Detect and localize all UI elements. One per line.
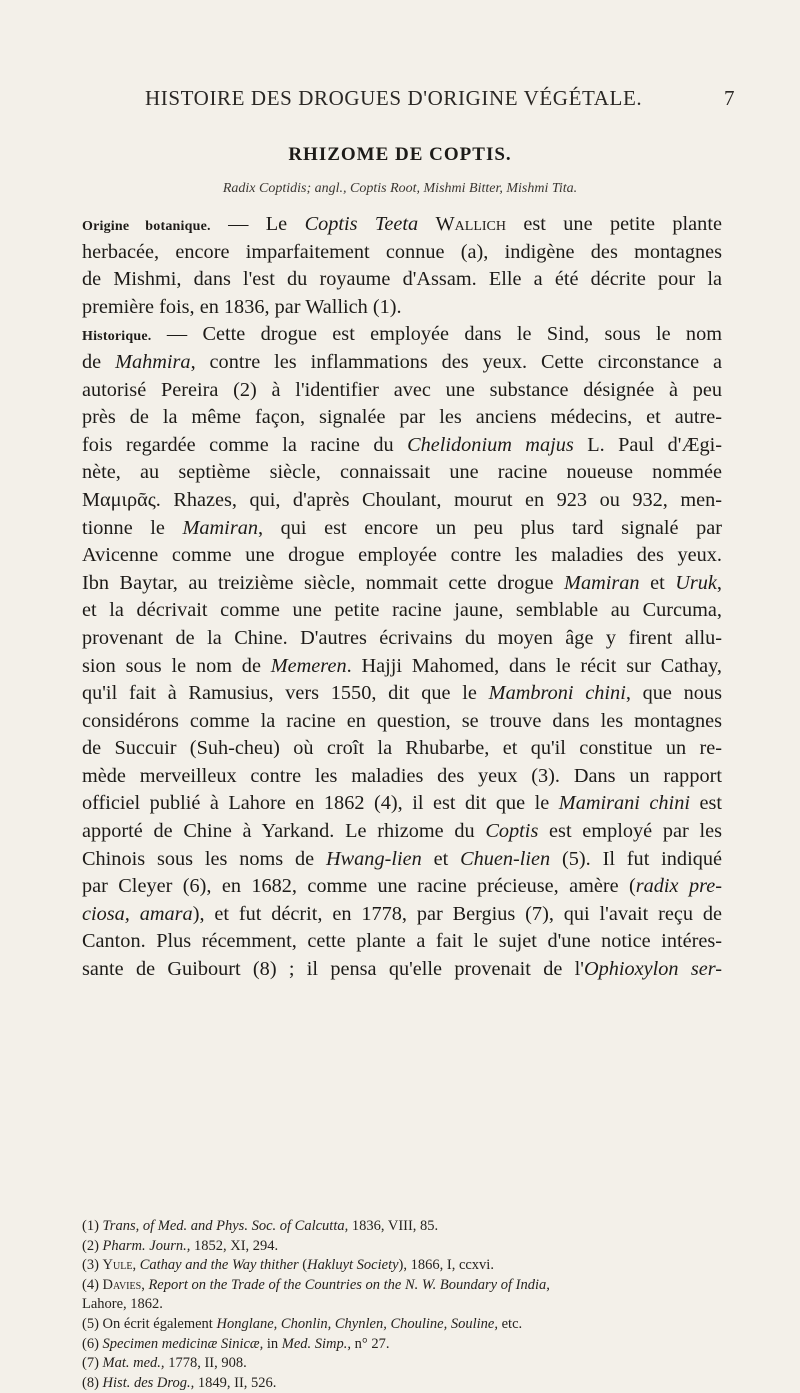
text-run: , qui est encore un peu plus tard signalé par — [258, 516, 722, 539]
author-name: Wallich — [435, 213, 506, 235]
footnote-text: n° 27. — [351, 1335, 390, 1352]
paragraph-label-historique: Historique. — [82, 329, 152, 345]
footnote-marker: (2) — [82, 1237, 103, 1254]
footnote-source: Cathay and the Way thither — [139, 1257, 299, 1274]
text-line — [82, 515, 722, 543]
italic-term: Mamirani chini — [558, 792, 690, 815]
footnote-2 — [82, 1237, 722, 1257]
footnote-source: Trans, of Med. and Phys. Soc. of Calcutta, — [102, 1218, 349, 1234]
italic-term: Mamiran — [564, 571, 640, 594]
italic-term: Mamiran — [182, 516, 258, 539]
footnote-6 — [82, 1335, 722, 1355]
text-line — [82, 570, 722, 598]
text-run: L. Paul d'Ægi- — [573, 433, 722, 456]
text-line: près de la même façon, signalée par les anciens médecins, et autre- — [82, 406, 722, 429]
italic-term: Hwang-lien — [325, 847, 422, 870]
italic-term: Ophioxylon ser- — [583, 958, 722, 981]
footnote-source: Honglane, Chonlin, Chynlen, Chouline, Souline, — [216, 1315, 498, 1332]
footnote-marker: (8) — [82, 1374, 103, 1391]
text-run: est — [689, 792, 722, 815]
footnote-4-continued: Lahore, 1862. — [82, 1296, 163, 1313]
text-run: officiel publié à Lahore en 1862 (4), il est dit que le — [82, 792, 559, 815]
text-run: et — [639, 571, 676, 594]
footnote-text: ), 1866, I, ccxvi. — [398, 1257, 494, 1274]
footnote-text: , — [141, 1276, 149, 1293]
text-run: , que nous — [625, 682, 722, 705]
paragraph-historique-line — [82, 321, 722, 349]
text-line — [82, 680, 722, 708]
text-line: et la décrivait comme une petite racine jaune, semblable au Curcuma, — [82, 599, 722, 622]
footnote-5 — [82, 1315, 722, 1335]
text-run: , contre les inflammations des yeux. Cette circonstance a — [190, 350, 722, 373]
italic-term: ciosa, amara — [82, 902, 193, 925]
footnotes — [82, 1217, 722, 1393]
text-run: ), et fut décrit, en 1778, par Bergius (7), qui l'avait reçu de — [192, 902, 722, 925]
footnote-4 — [82, 1276, 722, 1296]
text-line: première fois, en 1836, par Wallich (1). — [82, 295, 402, 318]
text-run: et — [421, 847, 461, 870]
running-title: HISTOIRE DES DROGUES D'ORIGINE VÉGÉTALE. — [145, 86, 643, 110]
footnote-text: (5) On écrit également — [82, 1315, 217, 1332]
footnote-1 — [82, 1217, 722, 1237]
text-run: est une petite plante — [505, 213, 722, 235]
text-line: autorisé Pereira (2) à l'identifier avec une substance désignée à peu — [82, 378, 722, 401]
footnote-text: in — [263, 1335, 282, 1352]
footnote-source: Pharm. Journ., — [102, 1237, 191, 1254]
italic-term: Chelidonium majus — [407, 433, 574, 456]
text-line — [82, 653, 722, 681]
text-run: apporté de Chine à Yarkand. Le rhizome du — [82, 820, 486, 843]
text-run: qu'il fait à Ramusius, vers 1550, dit que le — [82, 682, 489, 705]
footnote-author: Davies — [102, 1276, 142, 1293]
footnote-source: Mat. med., — [102, 1355, 165, 1372]
paragraph-origine-line — [82, 211, 722, 239]
italic-term: Mahmira — [115, 350, 191, 373]
text-line: Avicenne comme une drogue employée contre les maladies des yeux. — [82, 544, 722, 567]
section-heading: RHIZOME DE COPTIS. — [288, 144, 512, 165]
page-number: 7 — [724, 86, 735, 110]
text-line — [82, 432, 722, 460]
species-name: Coptis Teeta — [304, 213, 419, 235]
text-line: provenant de la Chine. D'autres écrivains du moyen âge y firent allu- — [82, 626, 722, 649]
running-head — [0, 86, 800, 116]
footnote-text: 1852, XI, 294. — [190, 1237, 279, 1254]
text-line: de Mishmi, dans l'est du royaume d'Assam. Elle a été décrite pour la — [82, 268, 722, 291]
footnote-text: etc. — [498, 1315, 523, 1332]
text-line — [82, 818, 722, 846]
footnote-source: Report on the Trade of the Countries on the N. W. Boundary of India, — [148, 1276, 550, 1293]
footnote-text: ( — [298, 1257, 308, 1274]
text-line: herbacée, encore imparfaitement connue (a), indigène des montagnes — [82, 240, 722, 263]
footnote-text: , — [132, 1257, 140, 1274]
text-line: Canton. Plus récemment, cette plante a fait le sujet d'une notice intéres- — [82, 930, 722, 953]
footnote-author: Yule — [102, 1257, 133, 1274]
text-run: , — [716, 571, 722, 594]
footnote-source: Med. Simp., — [281, 1335, 352, 1352]
footnote-text: 1778, II, 908. — [164, 1355, 247, 1372]
text-line — [82, 790, 722, 818]
text-run: sion sous le nom de — [82, 654, 271, 677]
italic-term: Coptis — [485, 820, 539, 843]
text-run: par Cleyer (6), en 1682, comme une racine précieuse, amère ( — [82, 875, 636, 898]
footnote-text: 1849, II, 526. — [194, 1374, 277, 1391]
body-text — [82, 211, 722, 984]
text-run: est employé par les — [538, 820, 722, 843]
text-line — [82, 349, 722, 377]
text-run: — Cette drogue est employée dans le Sind, sous le nom — [151, 323, 722, 346]
text-line — [82, 956, 722, 984]
footnote-source: Hakluyt Society — [307, 1257, 399, 1274]
text-line — [82, 901, 722, 929]
text-run: de — [82, 350, 116, 373]
italic-term: Uruk — [675, 571, 717, 594]
text-line — [82, 873, 722, 901]
text-run: sante de Guibourt (8) ; il pensa qu'elle provenait de l' — [82, 958, 584, 981]
text-line — [82, 846, 722, 874]
footnote-source: Hist. des Drog., — [102, 1374, 195, 1391]
text-run: — Le — [210, 213, 305, 235]
text-line: nète, au septième siècle, connaissait une racine noueuse nommée — [82, 461, 722, 484]
footnote-8 — [82, 1374, 722, 1393]
text-line: de Succuir (Suh-cheu) où croît la Rhubarbe, et qu'il constitue un re- — [82, 737, 722, 760]
footnote-text: 1836, VIII, 85. — [348, 1218, 439, 1234]
italic-term: Memeren — [270, 654, 347, 677]
paragraph-label-origine: Origine botanique. — [82, 219, 211, 234]
text-line: considérons comme la racine en question, se trouve dans les montagnes — [82, 709, 722, 732]
text-run: tionne le — [82, 516, 183, 539]
footnote-7 — [82, 1354, 722, 1374]
italic-term: Mambroni chini — [488, 682, 626, 705]
footnote-source: Specimen medicinæ Sinicæ, — [102, 1335, 264, 1352]
footnote-marker: (3) — [82, 1257, 103, 1274]
text-line: Μαμιρᾶς. Rhazes, qui, d'après Choulant, mourut en 923 ou 932, men- — [82, 488, 722, 511]
text-run: Chinois sous les noms de — [82, 847, 326, 870]
footnote-marker: (1) — [82, 1218, 103, 1234]
footnote-marker: (6) — [82, 1335, 103, 1352]
italic-term: Chuen-lien — [460, 847, 551, 870]
text-run: fois regardée comme la racine du — [82, 433, 408, 456]
text-line: mède merveilleux contre les maladies des yeux (3). Dans un rapport — [82, 764, 722, 787]
text-run: (5). Il fut indiqué — [550, 847, 722, 870]
footnote-marker: (7) — [82, 1355, 103, 1372]
text-run: . Hajji Mahomed, dans le récit sur Cathay, — [346, 654, 722, 677]
footnote-marker: (4) — [82, 1276, 103, 1293]
text-run: Ibn Baytar, au treizième siècle, nommait cette drogue — [82, 571, 565, 594]
section-synonyms: Radix Coptidis; angl., Coptis Root, Mishmi Bitter, Mishmi Tita. — [222, 181, 578, 196]
italic-term: radix pre- — [635, 875, 722, 898]
footnote-3 — [82, 1256, 722, 1276]
